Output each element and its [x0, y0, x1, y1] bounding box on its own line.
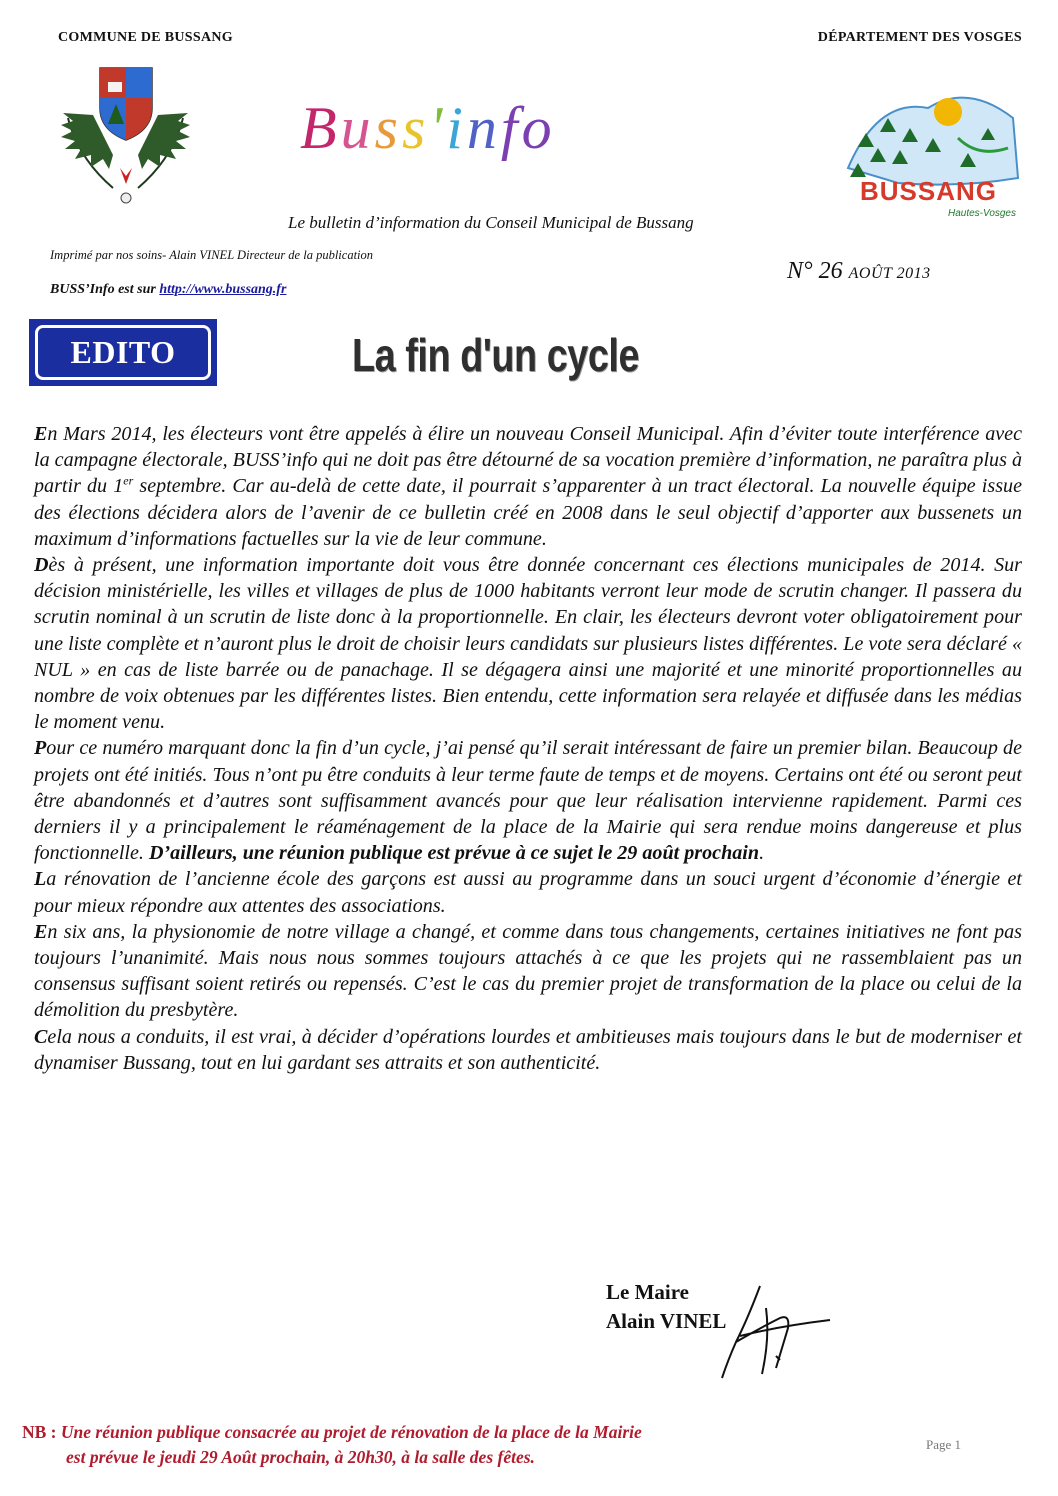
issue-number: N° 26	[787, 258, 843, 284]
issue-date: AOÛT 2013	[848, 265, 931, 282]
bussang-logo	[838, 78, 1028, 230]
online-prefix: BUSS’Info est sur	[50, 282, 156, 297]
logo-subtitle: Hautes-Vosges	[948, 208, 1016, 219]
nb-line-2: est prévue le jeudi 29 Août prochain, à 20h30, à la salle des fêtes.	[66, 1447, 535, 1467]
edito-headline: La fin d'un cycle	[352, 329, 640, 381]
page-number: Page 1	[926, 1437, 962, 1452]
paragraph-6: Cela nous a conduits, il est vrai, à décider d’opérations lourdes et ambitieuses mais toujours dans le but de moderniser et dynamiser Bussang, tout en lui gardant ses attraits et son authenticité.	[34, 1025, 1022, 1074]
coat-of-arms-logo	[58, 58, 193, 218]
nb-label: NB :	[22, 1422, 57, 1442]
paragraph-3: Pour ce numéro marquant donc la fin d’un cycle, j’ai pensé qu’il serait intéressant de faire un premier bilan. Beaucoup de projets ont été initiés. Tous n’ont pu être conduits à leur terme faute de temps et de moyens. Certains ont été ou seront peut être abandonnés et d’autres sont suffisamment avancés pour que leur réalisation intervienne rapidement. Parmi ces derniers il y a principalement le réaménagement de la place de la Mairie qui sera rendue moins dangereuse et plus fonctionnelle. D’ailleurs, une réunion publique est prévue à ce sujet le 29 août prochain.	[34, 737, 1022, 865]
paragraph-2: Dès à présent, une information importante doit vous être donnée concernant ces élections municipales de 2014. Sur décision ministérielle, les villes et villages de plus de 1000 habitants verront leur mode de scrutin changer. Il passera du scrutin nominal à un scrutin de liste donc à la proportionnelle. En clair, les électeurs devront voter obligatoirement pour une liste complète et n’auront plus le droit de choisir leurs candidats sur plusieurs listes différentes. Le vote sera déclaré « NUL » en cas de liste barrée ou de panachage. Il se dégagera ainsi une majorité et une minorité proportionnelles au nombre de voix obtenues par les différentes listes. Bien entendu, cette information sera relayée et diffusée dans les médias le moment venu.	[34, 554, 1022, 734]
paragraph-5: En six ans, la physionomie de notre village a changé, et comme dans tous changements, certaines initiatives ne font pas toujours l’unanimité. Mais nous nous sommes toujours attachés à ce que les projets qui ne rassemblaient pas un consensus suffisant soient retirés ou repensés. C’est le cas du premier projet de transformation de la place ou celui de la démolition du presbytère.	[34, 920, 1022, 1022]
paragraph-4: La rénovation de l’ancienne école des garçons est aussi au programme dans un souci urgent d’économie d’énergie et pour mieux répondre aux attentes des associations.	[34, 868, 1022, 917]
edito-body	[34, 421, 1022, 1076]
departement-label: DÉPARTEMENT DES VOSGES	[817, 30, 1022, 45]
edito-badge-label: EDITO	[35, 325, 211, 380]
online-info	[50, 282, 286, 298]
mayor-name: Alain VINEL	[606, 1309, 727, 1333]
logo-title: BUSSANG	[860, 176, 998, 206]
issue-info	[787, 258, 931, 285]
nb-line-1: Une réunion publique consacrée au projet de rénovation de la place de la Mairie	[60, 1422, 642, 1442]
nb-notice	[22, 1420, 822, 1470]
website-link[interactable]: http://www.bussang.fr	[159, 282, 287, 297]
handwritten-signature	[700, 1278, 840, 1388]
masthead-title: Buss'info	[300, 95, 556, 161]
bulletin-subtitle: Le bulletin d’information du Conseil Municipal de Bussang	[288, 213, 694, 232]
commune-label: COMMUNE DE BUSSANG	[58, 30, 233, 45]
mayor-title: Le Maire	[606, 1280, 689, 1304]
paragraph-1: En Mars 2014, les électeurs vont être appelés à élire un nouveau Conseil Municipal. Afin d’éviter toute interférence avec la campagne électorale, BUSS’info qui ne doit pas être détourné de sa vocation première d’information, ne paraîtra plus à partir du 1er septembre. Car au-delà de cette date, il pourrait s’apparenter à un tract électoral. La nouvelle équipe issue des élections décidera alors de l’avenir de ce bulletin créé en 2008 dans le seul objectif d’apporter aux bussenets un maximum d’informations factuelles sur la vie de leur commune.	[34, 423, 1022, 550]
edito-badge	[29, 319, 217, 386]
publication-credit: Imprimé par nos soins- Alain VINEL Directeur de la publication	[50, 248, 374, 262]
